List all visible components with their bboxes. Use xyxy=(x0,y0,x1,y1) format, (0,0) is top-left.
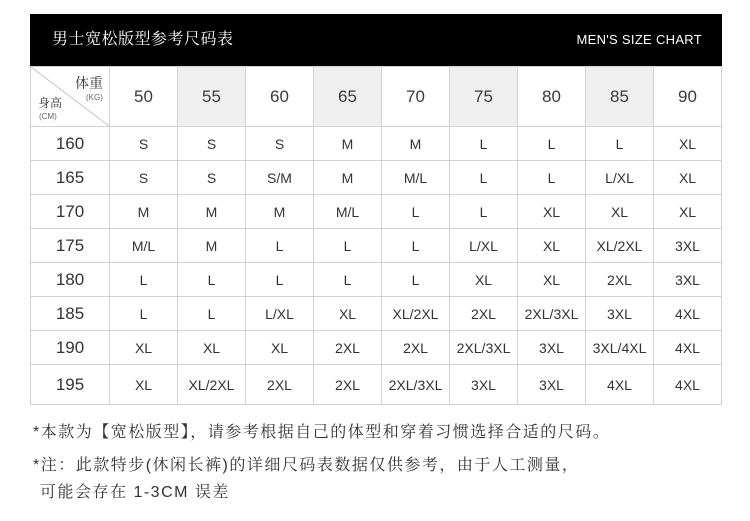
size-table-head xyxy=(31,67,722,127)
size-cell: XL xyxy=(314,297,382,331)
weight-header-cell: 60 xyxy=(246,67,314,127)
size-cell: L xyxy=(314,263,382,297)
weight-label: 体重 xyxy=(75,75,103,91)
size-cell: XL/2XL xyxy=(382,297,450,331)
size-cell: M/L xyxy=(110,229,178,263)
table-row xyxy=(31,331,722,365)
size-cell: M xyxy=(178,229,246,263)
size-cell: XL xyxy=(110,365,178,405)
size-cell: L xyxy=(382,195,450,229)
size-cell: L xyxy=(450,161,518,195)
size-cell: L xyxy=(518,127,586,161)
table-row xyxy=(31,127,722,161)
size-cell: M xyxy=(110,195,178,229)
size-cell: L xyxy=(178,297,246,331)
size-cell: 3XL xyxy=(450,365,518,405)
size-cell: XL xyxy=(518,229,586,263)
table-row xyxy=(31,263,722,297)
size-cell: 2XL xyxy=(450,297,518,331)
size-cell: 3XL xyxy=(518,365,586,405)
size-cell: XL xyxy=(518,263,586,297)
weight-header-row xyxy=(31,67,722,127)
size-cell: 2XL xyxy=(586,263,654,297)
chart-title-english: MEN'S SIZE CHART xyxy=(576,32,702,47)
size-cell: M xyxy=(178,195,246,229)
height-label: 身高 xyxy=(38,96,63,110)
height-label-cell: 180 xyxy=(31,263,110,297)
table-row xyxy=(31,161,722,195)
size-cell: L xyxy=(586,127,654,161)
size-cell: XL xyxy=(246,331,314,365)
size-cell: M xyxy=(314,161,382,195)
size-cell: L/XL xyxy=(246,297,314,331)
height-unit: (CM) xyxy=(39,112,57,121)
size-cell: 3XL xyxy=(518,331,586,365)
corner-cell xyxy=(31,67,110,127)
height-label-cell: 170 xyxy=(31,195,110,229)
size-cell: 2XL xyxy=(314,331,382,365)
size-cell: M xyxy=(382,127,450,161)
size-table xyxy=(30,66,722,405)
weight-header-cell: 70 xyxy=(382,67,450,127)
size-cell: S xyxy=(110,161,178,195)
table-row xyxy=(31,229,722,263)
size-cell: 2XL/3XL xyxy=(518,297,586,331)
fit-note: *本款为【宽松版型】，请参考根据自己的体型和穿着习惯选择合适的尺码。 xyxy=(33,424,611,441)
weight-header-cell: 65 xyxy=(314,67,382,127)
measurement-note: *注：此款特步(休闲长裤)的详细尺码表数据仅供参考，由于人工测量， xyxy=(33,457,580,474)
size-cell: XL/2XL xyxy=(586,229,654,263)
size-cell: M xyxy=(246,195,314,229)
weight-header-cell: 55 xyxy=(178,67,246,127)
size-cell: 4XL xyxy=(654,331,722,365)
size-cell: 2XL xyxy=(382,331,450,365)
size-cell: 4XL xyxy=(586,365,654,405)
size-cell: XL xyxy=(178,331,246,365)
size-cell: L xyxy=(110,297,178,331)
size-cell: XL xyxy=(654,161,722,195)
size-cell: M/L xyxy=(314,195,382,229)
table-row xyxy=(31,195,722,229)
size-cell: XL/2XL xyxy=(178,365,246,405)
height-label-cell: 195 xyxy=(31,365,110,405)
size-cell: XL xyxy=(518,195,586,229)
size-cell: M xyxy=(314,127,382,161)
size-cell: 4XL xyxy=(654,297,722,331)
size-cell: L xyxy=(110,263,178,297)
size-cell: L xyxy=(314,229,382,263)
chart-title: 男士宽松版型参考尺码表 xyxy=(52,31,234,48)
weight-header-cell: 90 xyxy=(654,67,722,127)
size-cell: L xyxy=(450,127,518,161)
size-cell: S xyxy=(246,127,314,161)
height-label-cell: 160 xyxy=(31,127,110,161)
size-cell: 3XL xyxy=(586,297,654,331)
weight-header-cell: 80 xyxy=(518,67,586,127)
size-cell: 3XL/4XL xyxy=(586,331,654,365)
size-cell: 2XL/3XL xyxy=(450,331,518,365)
size-cell: L xyxy=(178,263,246,297)
size-cell: 2XL xyxy=(314,365,382,405)
size-cell: 2XL xyxy=(246,365,314,405)
size-cell: XL xyxy=(586,195,654,229)
title-bar xyxy=(30,14,722,66)
measurement-note-continued: 可能会存在 1-3CM 误差 xyxy=(40,484,230,501)
height-label-cell: 175 xyxy=(31,229,110,263)
size-cell: L xyxy=(246,263,314,297)
size-cell: L/XL xyxy=(450,229,518,263)
size-cell: XL xyxy=(654,195,722,229)
weight-header-cell: 85 xyxy=(586,67,654,127)
size-cell: S xyxy=(178,127,246,161)
weight-header-cell: 75 xyxy=(450,67,518,127)
size-cell: S/M xyxy=(246,161,314,195)
size-cell: S xyxy=(178,161,246,195)
size-cell: XL xyxy=(110,331,178,365)
size-cell: L xyxy=(450,195,518,229)
size-cell: XL xyxy=(450,263,518,297)
height-label-cell: 190 xyxy=(31,331,110,365)
size-cell: 4XL xyxy=(654,365,722,405)
size-cell: XL xyxy=(654,127,722,161)
size-cell: 3XL xyxy=(654,263,722,297)
table-row xyxy=(31,365,722,405)
size-table-body xyxy=(31,127,722,405)
size-cell: 2XL/3XL xyxy=(382,365,450,405)
size-cell: L xyxy=(518,161,586,195)
size-cell: L xyxy=(382,229,450,263)
height-label-cell: 165 xyxy=(31,161,110,195)
weight-unit: (KG) xyxy=(86,93,103,102)
size-cell: L/XL xyxy=(586,161,654,195)
notes xyxy=(33,423,743,513)
height-label-cell: 185 xyxy=(31,297,110,331)
size-cell: L xyxy=(246,229,314,263)
weight-header-cell: 50 xyxy=(110,67,178,127)
size-cell: S xyxy=(110,127,178,161)
size-cell: L xyxy=(382,263,450,297)
table-row xyxy=(31,297,722,331)
size-cell: 3XL xyxy=(654,229,722,263)
size-cell: M/L xyxy=(382,161,450,195)
